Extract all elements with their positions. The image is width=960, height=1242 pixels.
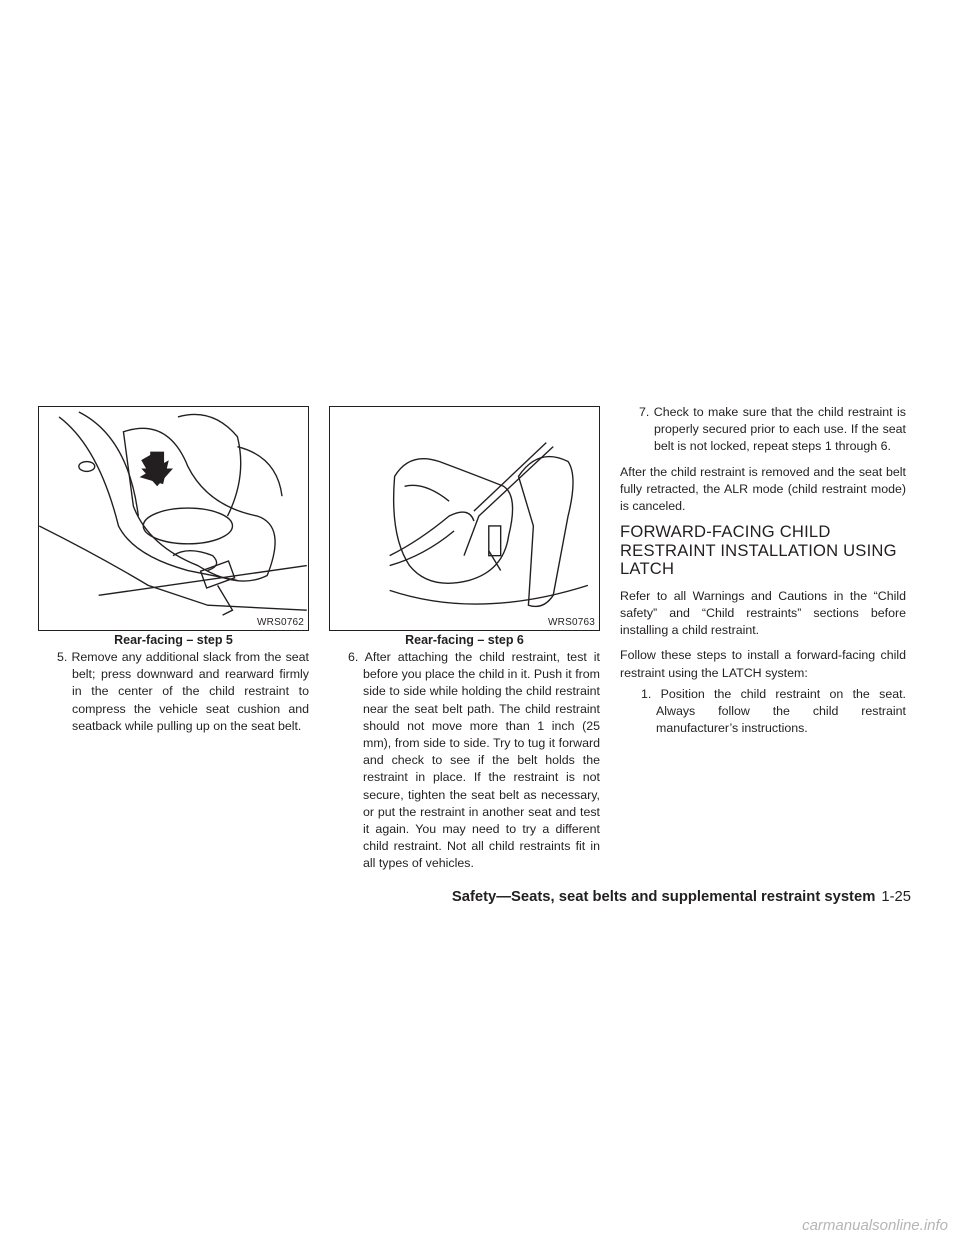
- alr-note: After the child restraint is removed and the seat belt fully retracted, the ALR mode (child restraint mode) is canceled.: [620, 464, 906, 514]
- step-6-text: 6. After attaching the child restraint, test it before you place the child in it. Push it from side to side while holding the child restraint near the seat belt path. The child restraint should not move more than 1 inch (25 mm), from side to side. Try to tug it forward and check to see if the belt holds the restraint in place. If the restraint is not secure, tighten the seat belt as necessary, or put the restraint in another seat and test it again. You may need to try a different child restraint. Not all child restraints fit in all types of vehicles.: [348, 650, 600, 871]
- step-1-text: 1. Position the child restraint on the seat. Always follow the child restraint manufacturer’s instructions.: [641, 686, 906, 736]
- refer-paragraph: Refer to all Warnings and Cautions in the “Child safety” and “Child restraints” sections before installing a child restraint.: [620, 588, 906, 638]
- figure-caption: Rear-facing – step 5: [114, 633, 233, 647]
- page-footer: [452, 889, 911, 905]
- footer-title: Safety—Seats, seat belts and supplemental restraint system: [451, 889, 876, 905]
- follow-paragraph: Follow these steps to install a forward-facing child restraint using the LATCH system:: [620, 648, 906, 680]
- page-number: 1-25: [881, 889, 911, 905]
- figure-rear-facing-step-6: [329, 406, 600, 631]
- step-5-text: 5. Remove any additional slack from the seat belt; press downward and rearward firmly in the center of the child restraint to compress the vehicle seat cushion and seatback while pulling up on the seat belt.: [57, 650, 309, 733]
- left-column: [38, 649, 309, 735]
- section-heading: FORWARD-FACING CHILD RESTRAINT INSTALLATION USING LATCH: [620, 522, 897, 579]
- step-7-text: 7. Check to make sure that the child restraint is properly secured prior to each use. If the seat belt is not locked, repeat steps 1 through 6.: [639, 405, 906, 454]
- right-column: [620, 404, 906, 737]
- watermark: carmanualsonline.info: [802, 1217, 948, 1234]
- figure-code: WRS0762: [257, 617, 304, 628]
- child-seat-illustration-icon: [39, 407, 308, 630]
- figure-caption: Rear-facing – step 6: [405, 633, 524, 647]
- child-seat-illustration-icon: [330, 407, 599, 630]
- figure-rear-facing-step-5: [38, 406, 309, 631]
- figure-code: WRS0763: [548, 617, 595, 628]
- middle-column: [329, 649, 600, 873]
